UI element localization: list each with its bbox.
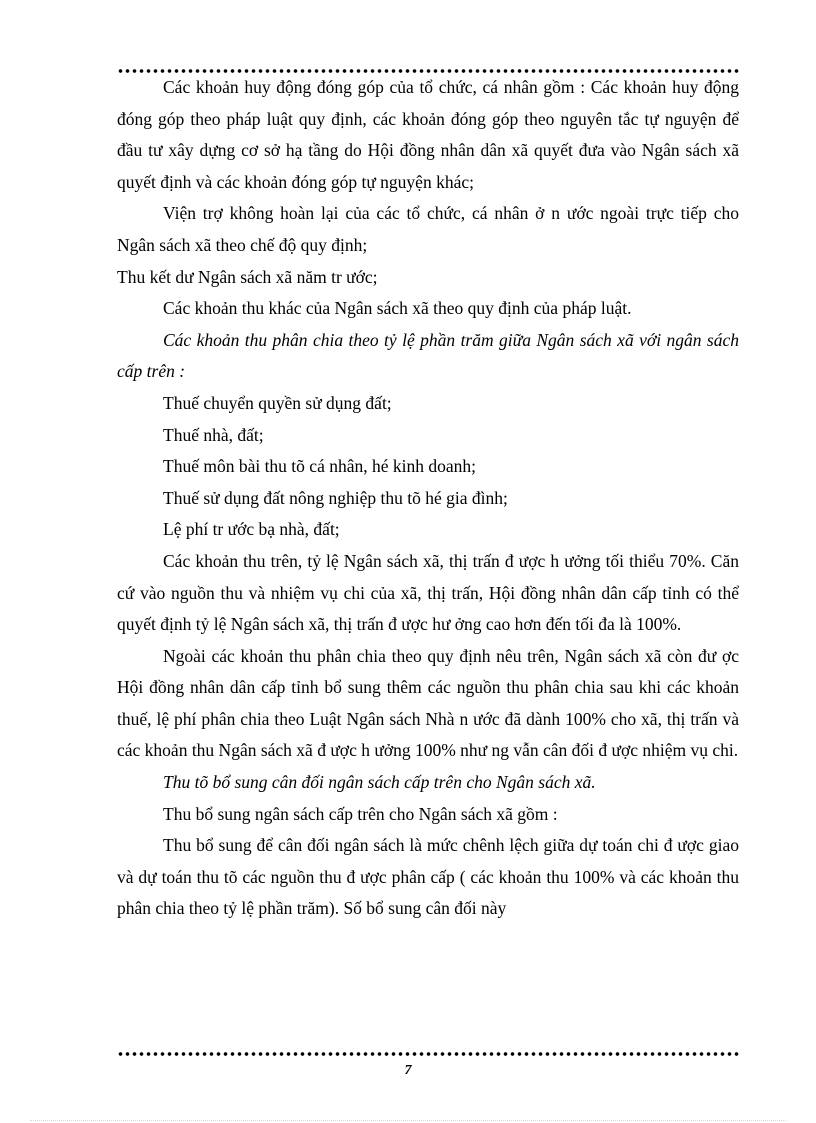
paragraph-other-revenues: Các khoản thu khác của Ngân sách xã theo quy định của pháp luật. bbox=[163, 298, 632, 319]
paragraph-supplementary-intro: Thu bổ sung ngân sách cấp trên cho Ngân sách xã gồm : bbox=[163, 803, 558, 824]
paragraph-foreign-aid: Viện trợ không hoàn lại của các tổ chức, cá nhân ở n ước ngoài trực tiếp cho Ngân sách xã theo chế độ quy định; bbox=[117, 203, 739, 255]
list-item-license-tax: Thuế môn bài thu tõ cá nhân, hé kinh doanh; bbox=[163, 456, 476, 477]
list-item-registration-fee: Lệ phí tr ước bạ nhà, đất; bbox=[163, 519, 340, 540]
page-number: 7 bbox=[404, 1063, 412, 1078]
list-item-agricultural-land-tax: Thuế sử dụng đất nông nghiệp thu tõ hé gia đình; bbox=[163, 487, 508, 508]
paragraph-balancing-supplement: Thu bổ sung để cân đối ngân sách là mức chênh lệch giữa dự toán chi đ ược giao và dự toán thu tõ các nguồn thu đ ược phân cấp ( các khoản thu 100% và các khoản thu phân chia theo tỷ lệ phần trăm). Số bổ sung cân đối này bbox=[117, 835, 739, 919]
page-body bbox=[117, 72, 739, 925]
list-item-land-transfer-tax: Thuế chuyển quyền sử dụng đất; bbox=[163, 392, 392, 413]
paragraph-additional-sharing: Ngoài các khoản thu phân chia theo quy định nêu trên, Ngân sách xã còn đư ợc Hội đồng nhân dân cấp tỉnh bổ sung thêm các nguồn thu phân chia sau khi các khoản thuế, lệ phí phân chia theo Luật Ngân sách Nhà n ước đã dành 100% cho xã, thị trấn và các khoản thu Ngân sách xã đ ược h ưởng 100% như ng vẫn cân đối đ ược nhiệm vụ chi. bbox=[117, 645, 739, 761]
page-edge-divider bbox=[30, 1120, 786, 1121]
paragraph-sharing-ratio: Các khoản thu trên, tỷ lệ Ngân sách xã, thị trấn đ ược h ưởng tối thiểu 70%. Căn cứ vào nguồn thu và nhiệm vụ chi của xã, thị trấn, Hội đồng nhân dân cấp tỉnh có thể quyết định tỷ lệ Ngân sách xã, thị trấn đ ược hư ởng cao hơn đến tối đa là 100%. bbox=[117, 550, 739, 635]
list-item-house-land-tax: Thuế nhà, đất; bbox=[163, 424, 264, 445]
paragraph-contributions: Các khoản huy động đóng góp của tổ chức, cá nhân gồm : Các khoản huy động đóng góp theo pháp luật quy định, các khoản đóng góp theo nguyên tắc tự nguyện để đầu tư xây dựng cơ sở hạ tầng do Hội đồng nhân dân xã quyết đưa vào Ngân sách xã quyết định và các khoản đóng góp tự nguyện khác; bbox=[117, 77, 739, 192]
section-heading-supplementary-transfers: Thu tõ bổ sung cân đối ngân sách cấp trên cho Ngân sách xã. bbox=[163, 772, 596, 793]
paragraph-prior-year-surplus: Thu kết dư Ngân sách xã năm tr ước; bbox=[117, 266, 378, 287]
section-heading-shared-revenues: Các khoản thu phân chia theo tỷ lệ phần trăm giữa Ngân sách xã với ngân sách cấp trên : bbox=[117, 329, 739, 382]
footer-dotted-rule bbox=[117, 1051, 739, 1057]
